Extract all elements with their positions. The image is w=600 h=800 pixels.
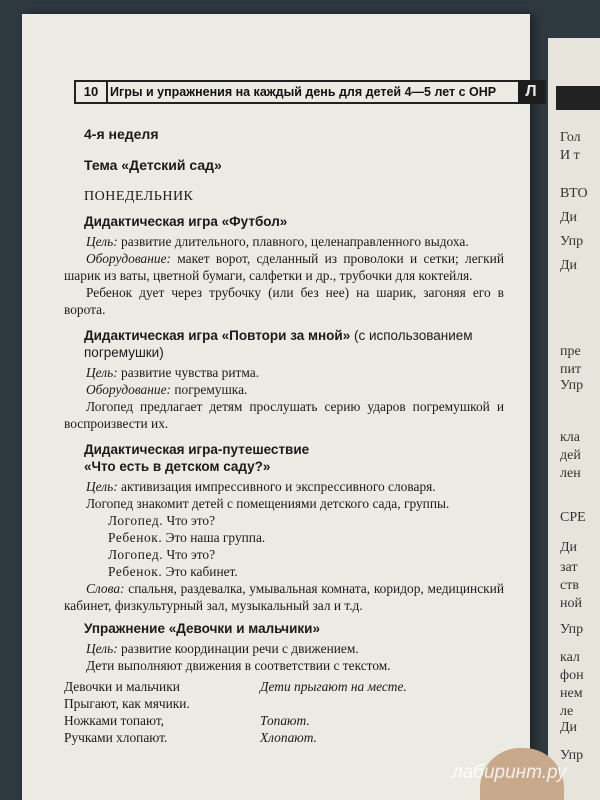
adjacent-page-fragment: Упр bbox=[560, 234, 584, 249]
game3-words: Слова: спальня, раздевалка, умывальная комната, коридор, медицинский кабинет, физкультурный зал, музыкальный зал и т.д. bbox=[64, 581, 504, 613]
poem-line: Ножками топают, bbox=[64, 713, 165, 728]
adjacent-page-fragment: пре bbox=[560, 344, 581, 359]
dialog-line: Логопед. Что это? bbox=[108, 547, 216, 562]
adjacent-page-fragment: Гол bbox=[560, 130, 581, 145]
poem-line: Ручками хлопают. bbox=[64, 730, 168, 745]
poem-action: Хлопают. bbox=[260, 730, 317, 745]
dialog-line: Логопед. Что это? bbox=[108, 513, 216, 528]
exercise-title: Упражнение «Девочки и мальчики» bbox=[84, 621, 320, 636]
page-number: 10 bbox=[76, 82, 108, 102]
adjacent-page-fragment: Ди bbox=[560, 258, 578, 273]
page-content bbox=[64, 126, 504, 746]
adjacent-page-fragment: Ди bbox=[560, 210, 578, 225]
exercise-text: Дети выполняют движения в соответствии с текстом. bbox=[86, 658, 391, 673]
adjacent-page-fragment: лен bbox=[560, 466, 581, 481]
week-heading: 4-я неделя bbox=[84, 126, 159, 142]
adjacent-page-fragment: Упр bbox=[560, 378, 584, 393]
game1-title: Дидактическая игра «Футбол» bbox=[84, 214, 288, 229]
adjacent-page-fragment: кал bbox=[560, 650, 580, 665]
adjacent-page bbox=[548, 38, 600, 800]
adjacent-page-fragment: Ди bbox=[560, 540, 578, 555]
adjacent-page-fragment: ной bbox=[560, 596, 582, 611]
header-tab-letter: Л bbox=[518, 80, 544, 104]
poem-verses bbox=[64, 678, 260, 746]
adjacent-page-fragment: И т bbox=[560, 148, 580, 163]
game2-equipment: Оборудование: погремушка. bbox=[86, 382, 248, 397]
poem-actions bbox=[260, 678, 407, 746]
adjacent-page-fragment: ВТО bbox=[560, 186, 588, 201]
game3-text: Логопед знакомит детей с помещениями детского сада, группы. bbox=[86, 496, 450, 511]
adjacent-page-fragment: СРЕ bbox=[560, 510, 586, 525]
adjacent-page-fragment: кла bbox=[560, 430, 581, 445]
adjacent-page-fragment: пит bbox=[560, 362, 582, 377]
day-heading: ПОНЕДЕЛЬНИК bbox=[84, 189, 194, 204]
exercise-goal: Цель: развитие координации речи с движением. bbox=[86, 641, 359, 656]
poem-line: Прыгают, как мячики. bbox=[64, 696, 190, 711]
adjacent-page-fragment: нем bbox=[560, 686, 583, 701]
game3-goal: Цель: активизация импрессивного и экспрессивного словаря. bbox=[86, 479, 436, 494]
running-header bbox=[74, 80, 546, 104]
game3-title-line2: «Что есть в детском саду?» bbox=[84, 459, 271, 474]
adjacent-page-fragment: ле bbox=[560, 704, 574, 719]
adjacent-page-fragment: фон bbox=[560, 668, 584, 683]
game3-title-line1: Дидактическая игра-путешествие bbox=[84, 442, 310, 457]
adjacent-page-fragment: Упр bbox=[560, 748, 584, 763]
adjacent-page-fragment: дей bbox=[560, 448, 581, 463]
theme-heading: Тема «Детский сад» bbox=[84, 157, 222, 173]
adjacent-page-fragment: зат bbox=[560, 560, 578, 575]
exercise-poem bbox=[64, 678, 504, 746]
adjacent-page-fragment: ств bbox=[560, 578, 579, 593]
adjacent-page-header-bar bbox=[556, 86, 600, 110]
game3-dialog bbox=[108, 512, 504, 580]
poem-action: Дети прыгают на месте. bbox=[260, 679, 407, 694]
dialog-line: Ребенок. Это наша группа. bbox=[108, 530, 266, 545]
watermark: лабиринт.ру bbox=[452, 762, 567, 783]
poem-line: Девочки и мальчики bbox=[64, 679, 180, 694]
game1-equipment: Оборудование: макет ворот, сделанный из проволоки и сетки; легкий шарик из ваты, цветной бумаги, салфетки и др., трубочки для коктейля. bbox=[64, 251, 504, 283]
game1-goal: Цель: развитие длительного, плавного, целенаправленного выдоха. bbox=[86, 234, 469, 249]
adjacent-page-fragment: Упр bbox=[560, 622, 584, 637]
poem-action bbox=[260, 695, 407, 712]
game2-text: Логопед предлагает детям прослушать серию ударов погремушкой и воспроизвести их. bbox=[64, 399, 504, 431]
adjacent-page-fragment: Ди bbox=[560, 720, 578, 735]
game1-text: Ребенок дует через трубочку (или без нее) на шарик, загоняя его в ворота. bbox=[64, 285, 504, 317]
header-title: Игры и упражнения на каждый день для детей 4—5 лет с ОНР bbox=[110, 85, 497, 99]
dialog-line: Ребенок. Это кабинет. bbox=[108, 564, 238, 579]
game2-goal: Цель: развитие чувства ритма. bbox=[86, 365, 260, 380]
game2-title: Дидактическая игра «Повтори за мной» (с использованием погремушки) bbox=[84, 328, 473, 360]
poem-action: Топают. bbox=[260, 713, 310, 728]
